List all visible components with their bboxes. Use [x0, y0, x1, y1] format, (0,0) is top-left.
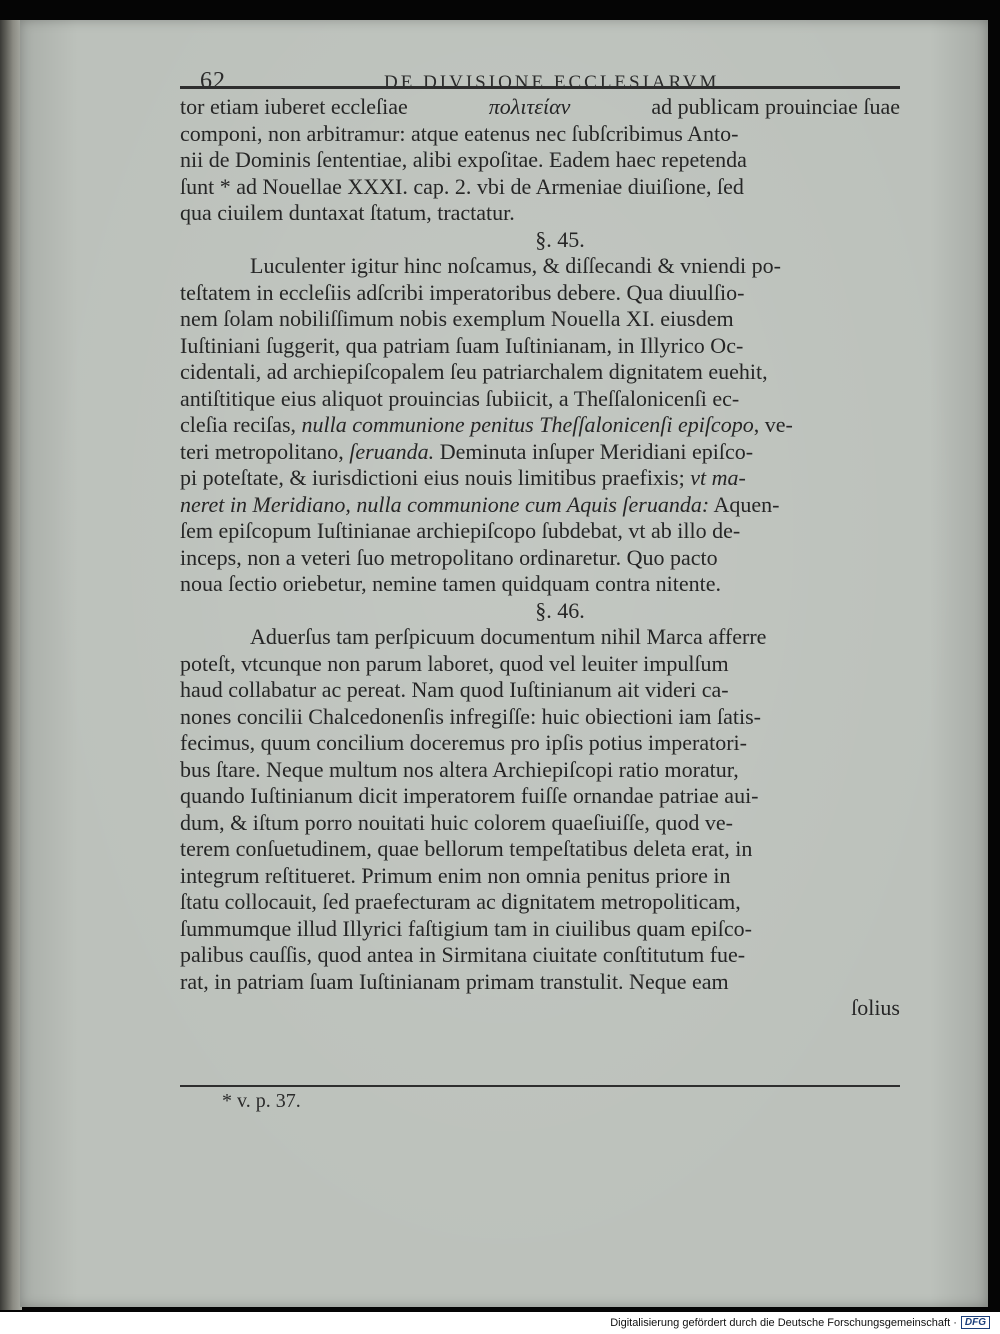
text-line: [180, 704, 900, 731]
running-title: DE DIVISIONE ECCLESIARVM: [384, 72, 720, 93]
text-line: [180, 624, 900, 651]
text-line: [180, 863, 900, 890]
text-segment: teri metropolitano, ſeruanda. Deminuta inſuper Meridiani epiſco-: [180, 438, 754, 464]
text-line: [180, 386, 900, 413]
text-segment: noua ſectio oriebetur, nemine tamen quidquam contra nitente.: [180, 571, 721, 596]
text-line: [180, 333, 900, 360]
section-heading: §. 45.: [535, 226, 585, 252]
text-line: [180, 889, 900, 916]
body-text: [180, 94, 900, 1022]
text-line: [180, 412, 900, 439]
text-segment: inceps, non a veteri ſuo metropolitano ordinaretur. Quo pacto: [180, 544, 718, 570]
text-segment: qua ciuilem duntaxat ſtatum, tractatur.: [180, 200, 515, 225]
text-line: [180, 677, 900, 704]
dfg-logo-icon: DFG: [961, 1316, 990, 1329]
text-segment: tor etiam iuberet eccleſiae: [180, 94, 408, 119]
text-line: [180, 359, 900, 386]
page-number: 62: [200, 68, 226, 94]
text-segment: componi, non arbitramur: atque eatenus nec ſubſcribimus Anto-: [180, 120, 739, 146]
text-line: [180, 942, 900, 969]
text-segment: cidentali, ad archiepiſcopalem ſeu patriarchalem dignitatem euehit,: [180, 359, 768, 384]
footnote-rule: [180, 1085, 900, 1087]
text-line: [180, 836, 900, 863]
text-line: [180, 545, 900, 572]
text-line: [180, 730, 900, 757]
text-line: [180, 280, 900, 307]
text-line: [180, 916, 900, 943]
text-segment: quando Iuſtinianum dicit imperatorem fuiſſe ornandae patriae aui-: [180, 783, 759, 808]
text-line: [180, 465, 900, 492]
text-segment: fecimus, quum concilium doceremus pro ipſis potius imperatori-: [180, 730, 747, 755]
text-line: [180, 306, 900, 333]
text-line: [180, 651, 900, 678]
header-rule: [180, 86, 900, 89]
text-line: [180, 969, 900, 996]
text-segment: bus ſtare. Neque multum nos altera Archiepiſcopi ratio moratur,: [180, 756, 739, 782]
text-segment: palibus cauſſis, quod antea in Sirmitana ciuitate conſtitutum fue-: [180, 942, 746, 967]
text-line: [180, 147, 900, 174]
text-segment: nem ſolam nobiliſſimum nobis exemplum Nouella XI. eiusdem: [180, 306, 734, 331]
text-segment: teſtatem in eccleſiis adſcribi imperatoribus debere. Qua diuulſio-: [180, 279, 745, 305]
text-line: [180, 94, 900, 121]
text-line: [180, 121, 900, 148]
text-line: [180, 783, 900, 810]
text-segment: cleſia reciſas, nulla communione penitus Theſſalonicenſi epiſcopo, ve-: [180, 412, 793, 437]
credit-separator: ·: [950, 1316, 957, 1329]
text-segment: integrum reſtitueret. Primum enim non omnia penitus priore in: [180, 862, 731, 888]
text-line: [180, 810, 900, 837]
greek-word: πολιτείαν: [488, 94, 571, 119]
credit-text: Digitalisierung gefördert durch die Deutsche Forschungsgemeinschaft: [610, 1316, 951, 1329]
text-segment: ad publicam prouinciae ſuae: [651, 94, 900, 119]
book-edge: [0, 20, 22, 1310]
text-line: [180, 439, 900, 466]
text-segment: rat, in patriam ſuam Iuſtinianam primam transtulit. Neque eam: [180, 968, 729, 994]
text-segment: haud collabatur ac pereat. Nam quod Iuſtinianum ait videri ca-: [180, 677, 729, 702]
text-line: [180, 571, 900, 598]
text-line: [180, 200, 900, 227]
text-segment: pi poteſtate, & iurisdictioni eius nouis limitibus praefixis; vt ma-: [180, 465, 746, 490]
text-segment: ſem epiſcopum Iuſtinianae archiepiſcopo ſubdebat, vt ab illo de-: [180, 518, 741, 543]
text-line: [180, 757, 900, 784]
text-segment: poteſt, vtcunque non parum laboret, quod vel leuiter impulſum: [180, 650, 729, 676]
catchword: [180, 995, 900, 1022]
text-segment: neret in Meridiano, nulla communione cum Aquis ſeruanda: Aquen-: [180, 491, 780, 517]
text-segment: ſummumque illud Illyrici faſtigium tam in ciuilibus quam epiſco-: [180, 915, 752, 941]
text-segment: Iuſtiniani ſuggerit, qua patriam ſuam Iuſtinianam, in Illyrico Oc-: [180, 332, 744, 358]
text-segment: nii de Dominis ſententiae, alibi expoſitae. Eadem haec repetenda: [180, 147, 747, 172]
text-line: [180, 518, 900, 545]
text-segment: ſunt * ad Nouellae XXXI. cap. 2. vbi de Armeniae diuiſione, ſed: [180, 173, 744, 199]
text-segment: Aduerſus tam perſpicuum documentum nihil Marca afferre: [250, 624, 767, 649]
text-segment: terem conſuetudinem, quae bellorum tempeſtatibus deleta erat, in: [180, 836, 753, 861]
digitization-credit: [610, 1316, 990, 1329]
text-segment: ſtatu collocauit, ſed praefecturam ac dignitatem metropoliticam,: [180, 889, 741, 914]
text-segment: antiſtitique eius aliquot prouincias ſubiicit, a Theſſalonicenſi ec-: [180, 385, 740, 411]
text-segment: Luculenter igitur hinc noſcamus, & diſſecandi & vniendi po-: [250, 253, 781, 278]
text-line: [180, 253, 900, 280]
footnote: * v. p. 37.: [222, 1090, 301, 1112]
text-segment: nones concilii Chalcedonenſis infregiſſe: huic obiectioni iam ſatis-: [180, 703, 762, 729]
section-heading: §. 46.: [535, 597, 585, 623]
text-segment: ſolius: [851, 995, 900, 1020]
text-segment: dum, & iſtum porro nouitati huic colorem quaeſiuiſſe, quod ve-: [180, 809, 733, 835]
text-line: [180, 492, 900, 519]
text-line: [180, 174, 900, 201]
